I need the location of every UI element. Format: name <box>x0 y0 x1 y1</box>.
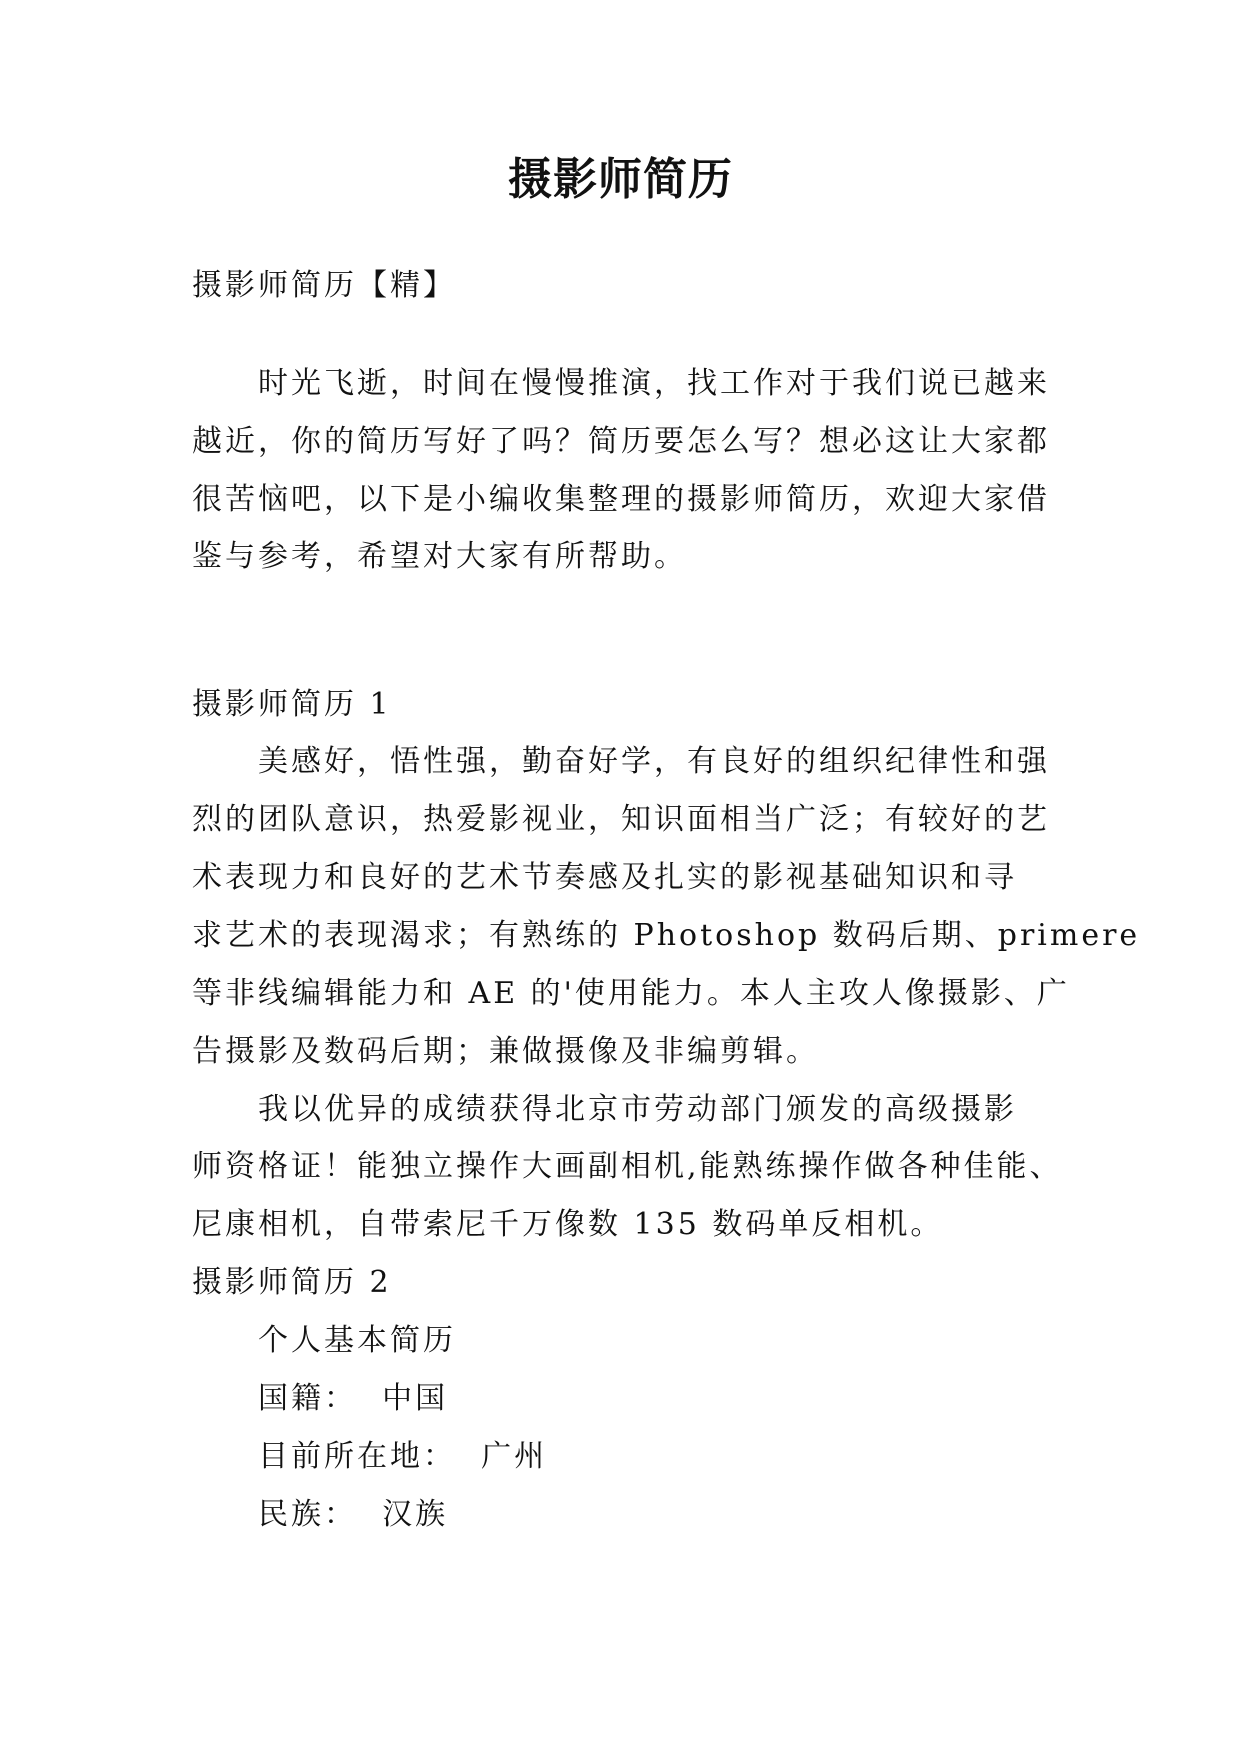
paragraph-line: 术表现力和良好的艺术节奏感及扎实的影视基础知识和寻 <box>192 860 1017 895</box>
list-item: 民族： 汉族 <box>258 1497 449 1532</box>
paragraph-line: 尼康相机，自带索尼千万像数 135 数码单反相机。 <box>192 1207 944 1242</box>
list-item: 国籍： 中国 <box>258 1381 449 1416</box>
paragraph-line: 师资格证！能独立操作大画副相机,能熟练操作做各种佳能、 <box>192 1149 1063 1184</box>
list-item: 目前所在地： 广州 <box>258 1439 548 1474</box>
section-heading-1: 摄影师简历 1 <box>192 687 392 722</box>
document-subtitle: 摄影师简历【精】 <box>192 268 456 303</box>
paragraph-line: 求艺术的表现渴求；有熟练的 Photoshop 数码后期、primere <box>192 918 1141 953</box>
intro-line: 越近，你的简历写好了吗？简历要怎么写？想必这让大家都 <box>192 424 1050 459</box>
paragraph-line: 等非线编辑能力和 AE 的'使用能力。本人主攻人像摄影、广 <box>192 976 1070 1011</box>
paragraph-line: 美感好，悟性强，勤奋好学，有良好的组织纪律性和强 <box>258 744 1050 779</box>
list-item: 个人基本简历 <box>258 1323 456 1358</box>
section-heading-2: 摄影师简历 2 <box>192 1265 392 1300</box>
paragraph-line: 我以优异的成绩获得北京市劳动部门颁发的高级摄影 <box>258 1092 1017 1127</box>
intro-line: 鉴与参考，希望对大家有所帮助。 <box>192 539 687 574</box>
paragraph-line: 告摄影及数码后期；兼做摄像及非编剪辑。 <box>192 1034 819 1069</box>
intro-line: 很苦恼吧，以下是小编收集整理的摄影师简历，欢迎大家借 <box>192 482 1050 517</box>
intro-line: 时光飞逝，时间在慢慢推演，找工作对于我们说已越来 <box>258 366 1050 401</box>
page-title: 摄影师简历 <box>508 154 733 205</box>
paragraph-line: 烈的团队意识，热爱影视业，知识面相当广泛；有较好的艺 <box>192 802 1050 837</box>
